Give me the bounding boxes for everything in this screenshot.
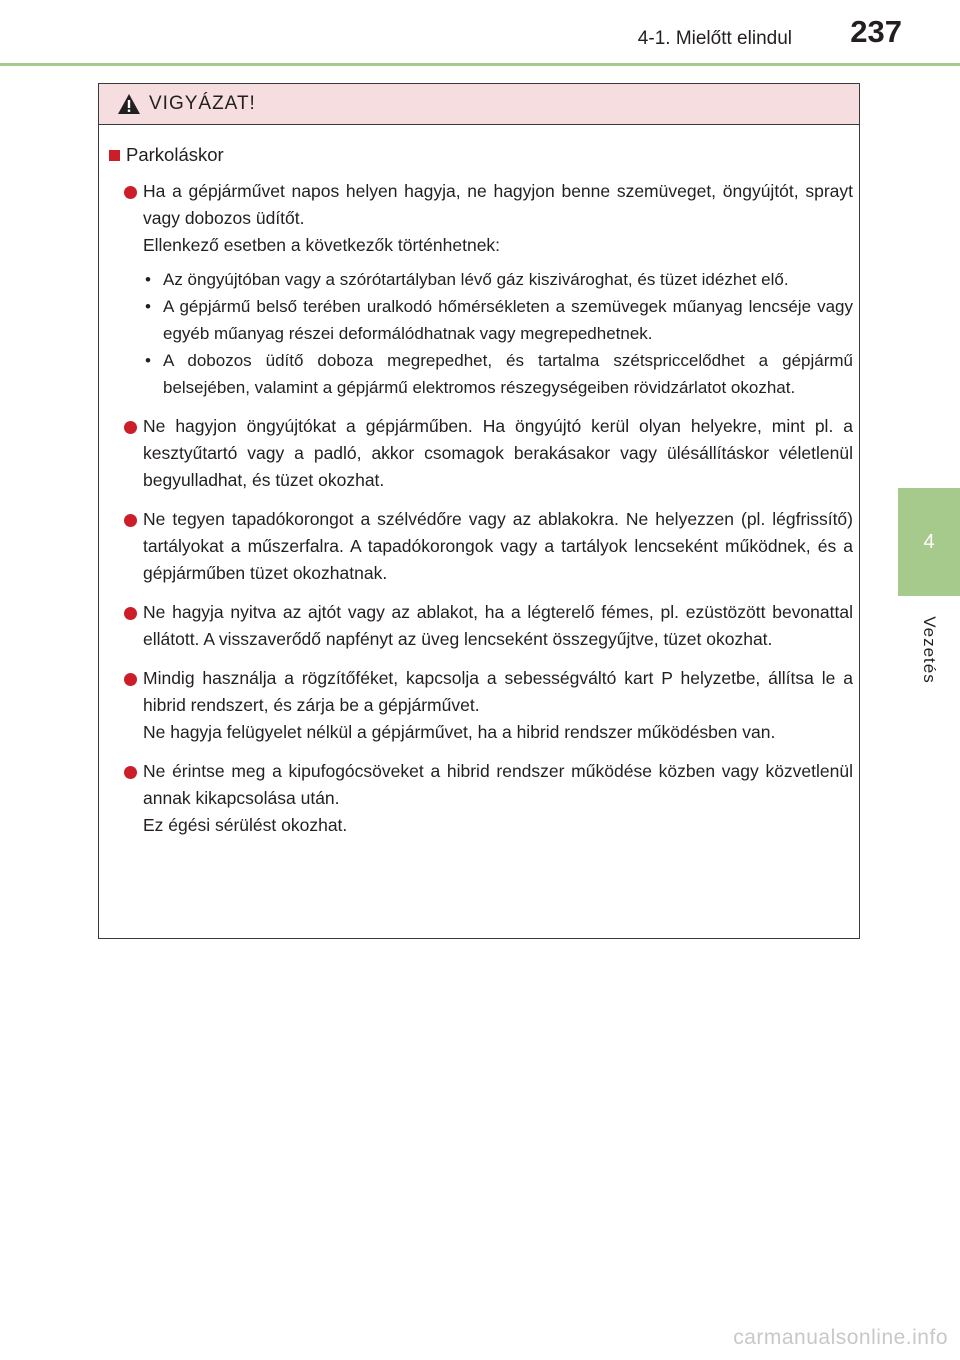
page-number: 237 xyxy=(850,14,902,49)
caution-item-text: Ez égési sérülést okozhat. xyxy=(143,815,348,835)
sub-list xyxy=(143,266,853,401)
chapter-number: 4 xyxy=(923,530,935,553)
header-rule xyxy=(0,63,960,66)
caution-item-text: Ellenkező esetben a következők történhetnek: xyxy=(143,235,501,255)
watermark: carmanualsonline.info xyxy=(733,1326,948,1349)
subheading-text: Parkoláskor xyxy=(126,144,224,165)
warning-triangle-icon xyxy=(117,93,141,115)
red-dot-bullet-icon xyxy=(124,421,137,434)
sub-list-item-text: Az öngyújtóban vagy a szórótartályban lévő gáz kiszivároghat, és tüzet idézhet elő. xyxy=(163,270,789,289)
caution-item xyxy=(107,599,853,653)
sub-list-item-text: A dobozos üdítő doboza megrepedhet, és tartalma szétspriccelődhet a gépjármű belsejében, valamint a gépjármű elektromos részegységeiben rövidzárlatot okozhat. xyxy=(163,351,853,397)
bullet-icon: • xyxy=(145,351,151,370)
red-dot-bullet-icon xyxy=(124,673,137,686)
chapter-label-text: Vezetés xyxy=(920,616,939,684)
caution-item xyxy=(107,758,853,839)
red-dot-bullet-icon xyxy=(124,766,137,779)
caution-header xyxy=(99,84,859,125)
sub-list-item xyxy=(143,266,853,293)
red-dot-bullet-icon xyxy=(124,186,137,199)
caution-item-text: Ha a gépjárművet napos helyen hagyja, ne hagyjon benne szemüveget, öngyújtót, sprayt vagy dobozos üdítőt. xyxy=(143,181,853,228)
caution-item-text: Ne hagyja nyitva az ajtót vagy az ablakot, ha a légterelő fémes, pl. ezüstözött bevonattal ellátott. A visszaverődő napfényt az üveg lencseként összegyűjtve, tüzet okozhat. xyxy=(143,602,853,649)
caution-item-text: Mindig használja a rögzítőféket, kapcsolja a sebességváltó kart P helyzetbe, állítsa le a hibrid rendszert, és zárja be a gépjárművet. xyxy=(143,668,853,715)
red-dot-bullet-icon xyxy=(124,514,137,527)
bullet-icon: • xyxy=(145,270,151,289)
sub-list-item-text: A gépjármű belső terében uralkodó hőmérsékleten a szemüvegek műanyag lencséje vagy egyéb műanyag részei deformálódhatnak vagy megrepedhetnek. xyxy=(163,297,853,343)
caution-item-text: Ne hagyjon öngyújtókat a gépjárműben. Ha öngyújtó kerül olyan helyekre, mint pl. a kesztyűtartó vagy a padló, akkor csomagok berakásakor vagy ülésállításkor véletlenül begyulladhat, és tüzet okozhat. xyxy=(143,416,853,490)
caution-item xyxy=(107,413,853,494)
caution-item xyxy=(107,178,853,401)
caution-item xyxy=(107,506,853,587)
caution-title: VIGYÁZAT! xyxy=(149,93,256,114)
subheading xyxy=(107,144,853,166)
caution-item xyxy=(107,665,853,746)
caution-body xyxy=(99,125,859,839)
caution-item-text: Ne érintse meg a kipufogócsöveket a hibrid rendszer működése közben vagy közvetlenül annak kikapcsolása után. xyxy=(143,761,853,808)
chapter-label xyxy=(898,600,960,700)
sub-list-item xyxy=(143,347,853,401)
sub-list-item xyxy=(143,293,853,347)
bullet-icon: • xyxy=(145,297,151,316)
red-dot-bullet-icon xyxy=(124,607,137,620)
section-title: 4-1. Mielőtt elindul xyxy=(637,28,792,49)
chapter-tab[interactable] xyxy=(898,488,960,596)
caution-box xyxy=(98,83,860,939)
caution-item-text: Ne tegyen tapadókorongot a szélvédőre vagy az ablakokra. Ne helyezzen (pl. légfrissítő) tartályokat a műszerfalra. A tapadókorongok vagy a tartályok lencseként működnek, és a gépjárműben tüzet okozhatnak. xyxy=(143,509,853,583)
caution-item-text: Ne hagyja felügyelet nélkül a gépjárművet, ha a hibrid rendszer működésben van. xyxy=(143,722,776,742)
square-bullet-icon xyxy=(109,150,120,161)
